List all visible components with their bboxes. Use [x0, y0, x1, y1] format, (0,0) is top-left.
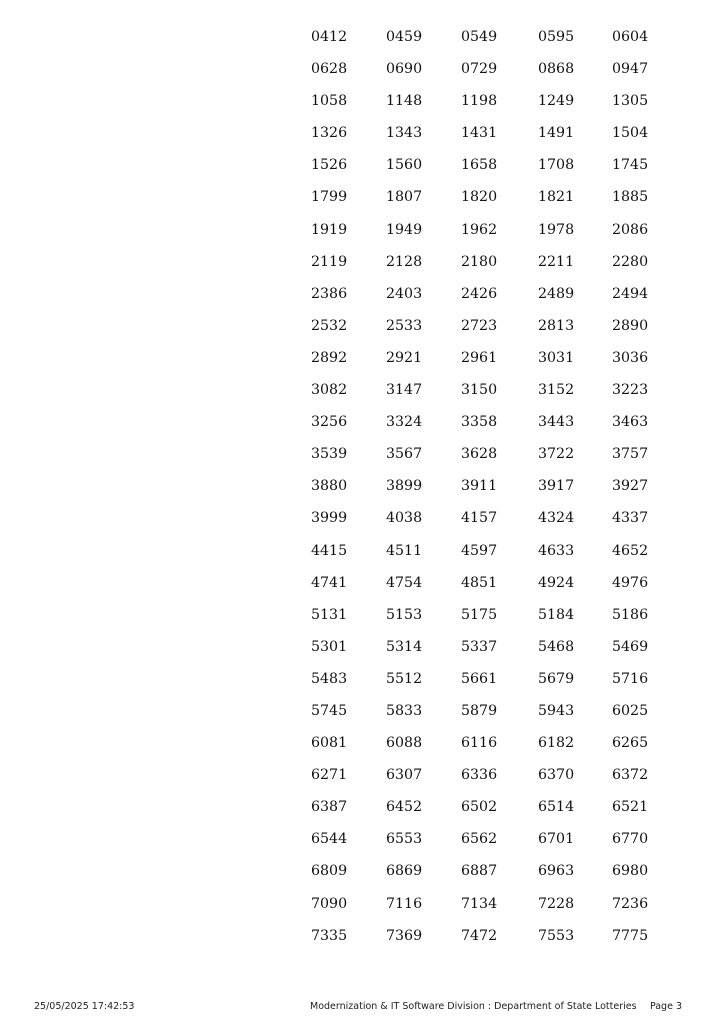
- number-cell: 5314: [386, 638, 423, 655]
- number-cell: 0604: [612, 29, 649, 45]
- footer-timestamp: 25/05/2025 17:42:53: [34, 1001, 135, 1012]
- number-cell: 2494: [612, 285, 649, 302]
- number-cell: 5184: [538, 606, 575, 623]
- number-cell: 3567: [386, 446, 423, 463]
- number-cell: 6887: [461, 863, 498, 880]
- number-cell: 6553: [386, 831, 423, 848]
- number-cell: 4415: [311, 542, 348, 559]
- number-cell: 7116: [386, 895, 423, 912]
- number-cell: 1949: [386, 221, 423, 238]
- number-cell: 4976: [612, 574, 649, 591]
- number-cell: 0412: [311, 29, 348, 45]
- number-cell: 3082: [311, 382, 348, 399]
- footer-page-number: Page 3: [649, 1001, 682, 1012]
- number-cell: 6980: [612, 863, 649, 880]
- number-cell: 1745: [612, 157, 649, 174]
- number-cell: 3917: [538, 478, 575, 495]
- number-cell: 0947: [612, 61, 649, 78]
- number-cell: 2813: [538, 317, 575, 334]
- number-cell: 6502: [461, 799, 498, 816]
- number-cell: 3223: [612, 382, 649, 399]
- number-cell: 0868: [538, 61, 575, 78]
- number-cell: 5661: [461, 670, 498, 687]
- number-cell: 2489: [538, 285, 575, 302]
- number-cell: 1249: [538, 93, 575, 110]
- number-cell: 4597: [461, 542, 498, 559]
- number-cell: 4754: [386, 574, 423, 591]
- number-cell: 2892: [311, 349, 348, 366]
- page-footer: [0, 1001, 724, 1015]
- number-cell: 3927: [612, 478, 649, 495]
- number-cell: 1504: [612, 125, 649, 142]
- number-cell: 7775: [612, 927, 649, 944]
- number-cell: 6182: [538, 735, 575, 752]
- number-cell: 2533: [386, 317, 423, 334]
- number-cell: 5153: [386, 606, 423, 623]
- number-cell: 3324: [386, 414, 423, 431]
- number-cell: 7472: [461, 927, 498, 944]
- number-cell: 5337: [461, 638, 498, 655]
- number-cell: 1058: [311, 93, 348, 110]
- number-cell: 6544: [311, 831, 348, 848]
- number-cell: 5833: [386, 702, 423, 719]
- number-cell: 4157: [461, 510, 498, 527]
- number-cell: 4851: [461, 574, 498, 591]
- number-cell: 1820: [461, 189, 498, 206]
- number-cell: 4324: [538, 510, 575, 527]
- number-cell: 6452: [386, 799, 423, 816]
- number-cell: 6025: [612, 702, 649, 719]
- number-cell: 1148: [386, 93, 423, 110]
- number-cell: 3899: [386, 478, 423, 495]
- number-cell: 6770: [612, 831, 649, 848]
- number-cell: 2532: [311, 317, 348, 334]
- number-cell: 5301: [311, 638, 348, 655]
- number-cell: 1305: [612, 93, 649, 110]
- number-cell: 2921: [386, 349, 423, 366]
- number-cell: 2180: [461, 253, 498, 270]
- number-cell: 0628: [311, 61, 348, 78]
- number-cell: 2119: [311, 253, 348, 270]
- number-cell: 3539: [311, 446, 348, 463]
- number-cell: 7228: [538, 895, 575, 912]
- number-cell: 2426: [461, 285, 498, 302]
- number-cell: 6271: [311, 767, 348, 784]
- number-cell: 0595: [538, 29, 575, 45]
- number-cell: 6809: [311, 863, 348, 880]
- winning-numbers-grid: [311, 27, 651, 958]
- number-cell: 1658: [461, 157, 498, 174]
- number-cell: 1799: [311, 189, 348, 206]
- number-cell: 4741: [311, 574, 348, 591]
- number-cell: 3911: [461, 478, 498, 495]
- footer-division: Modernization & IT Software Division : Department of State Lotteries: [310, 1001, 637, 1012]
- number-cell: 3358: [461, 414, 498, 431]
- number-cell: 2403: [386, 285, 423, 302]
- number-cell: 6562: [461, 831, 498, 848]
- number-cell: 5879: [461, 702, 498, 719]
- number-cell: 5943: [538, 702, 575, 719]
- number-cell: 4337: [612, 510, 649, 527]
- number-cell: 7553: [538, 927, 575, 944]
- number-cell: 4652: [612, 542, 649, 559]
- number-cell: 4924: [538, 574, 575, 591]
- number-cell: 6116: [461, 735, 498, 752]
- number-cell: 0459: [386, 29, 423, 45]
- number-cell: 3152: [538, 382, 575, 399]
- number-cell: 6372: [612, 767, 649, 784]
- number-cell: 7335: [311, 927, 348, 944]
- number-cell: 0549: [461, 29, 498, 45]
- number-cell: 3036: [612, 349, 649, 366]
- number-cell: 3999: [311, 510, 348, 527]
- number-cell: 1962: [461, 221, 498, 238]
- number-cell: 6265: [612, 735, 649, 752]
- number-cell: 1919: [311, 221, 348, 238]
- number-cell: 1708: [538, 157, 575, 174]
- number-cell: 2128: [386, 253, 423, 270]
- number-cell: 3880: [311, 478, 348, 495]
- number-cell: 1343: [386, 125, 423, 142]
- number-cell: 6514: [538, 799, 575, 816]
- number-cell: 1526: [311, 157, 348, 174]
- number-cell: 7369: [386, 927, 423, 944]
- number-cell: 5469: [612, 638, 649, 655]
- number-cell: 5131: [311, 606, 348, 623]
- number-cell: 6336: [461, 767, 498, 784]
- number-cell: 6370: [538, 767, 575, 784]
- number-cell: 3150: [461, 382, 498, 399]
- number-cell: 2386: [311, 285, 348, 302]
- number-cell: 2723: [461, 317, 498, 334]
- number-cell: 1431: [461, 125, 498, 142]
- number-cell: 7134: [461, 895, 498, 912]
- number-cell: 6307: [386, 767, 423, 784]
- number-cell: 4511: [386, 542, 423, 559]
- number-cell: 0729: [461, 61, 498, 78]
- number-cell: 5186: [612, 606, 649, 623]
- number-cell: 2211: [538, 253, 575, 270]
- number-cell: 5175: [461, 606, 498, 623]
- number-cell: 6869: [386, 863, 423, 880]
- number-cell: 2890: [612, 317, 649, 334]
- number-cell: 1326: [311, 125, 348, 142]
- number-cell: 6387: [311, 799, 348, 816]
- number-cell: 0690: [386, 61, 423, 78]
- number-cell: 1885: [612, 189, 649, 206]
- number-cell: 5716: [612, 670, 649, 687]
- number-cell: 2086: [612, 221, 649, 238]
- number-cell: 5745: [311, 702, 348, 719]
- number-cell: 6963: [538, 863, 575, 880]
- number-cell: 5483: [311, 670, 348, 687]
- number-cell: 1198: [461, 93, 498, 110]
- number-cell: 6081: [311, 735, 348, 752]
- number-cell: 5512: [386, 670, 423, 687]
- number-cell: 4633: [538, 542, 575, 559]
- number-cell: 1491: [538, 125, 575, 142]
- number-cell: 1807: [386, 189, 423, 206]
- number-cell: 6088: [386, 735, 423, 752]
- number-cell: 5468: [538, 638, 575, 655]
- number-cell: 3628: [461, 446, 498, 463]
- number-cell: 2961: [461, 349, 498, 366]
- number-cell: 1978: [538, 221, 575, 238]
- number-cell: 5679: [538, 670, 575, 687]
- number-cell: 7090: [311, 895, 348, 912]
- number-cell: 3463: [612, 414, 649, 431]
- number-cell: 1560: [386, 157, 423, 174]
- number-cell: 2280: [612, 253, 649, 270]
- number-cell: 3757: [612, 446, 649, 463]
- number-cell: 7236: [612, 895, 649, 912]
- number-cell: 3147: [386, 382, 423, 399]
- number-cell: 3031: [538, 349, 575, 366]
- number-cell: 3443: [538, 414, 575, 431]
- number-cell: 3256: [311, 414, 348, 431]
- number-cell: 6521: [612, 799, 649, 816]
- number-cell: 1821: [538, 189, 575, 206]
- number-cell: 6701: [538, 831, 575, 848]
- number-cell: 3722: [538, 446, 575, 463]
- number-cell: 4038: [386, 510, 423, 527]
